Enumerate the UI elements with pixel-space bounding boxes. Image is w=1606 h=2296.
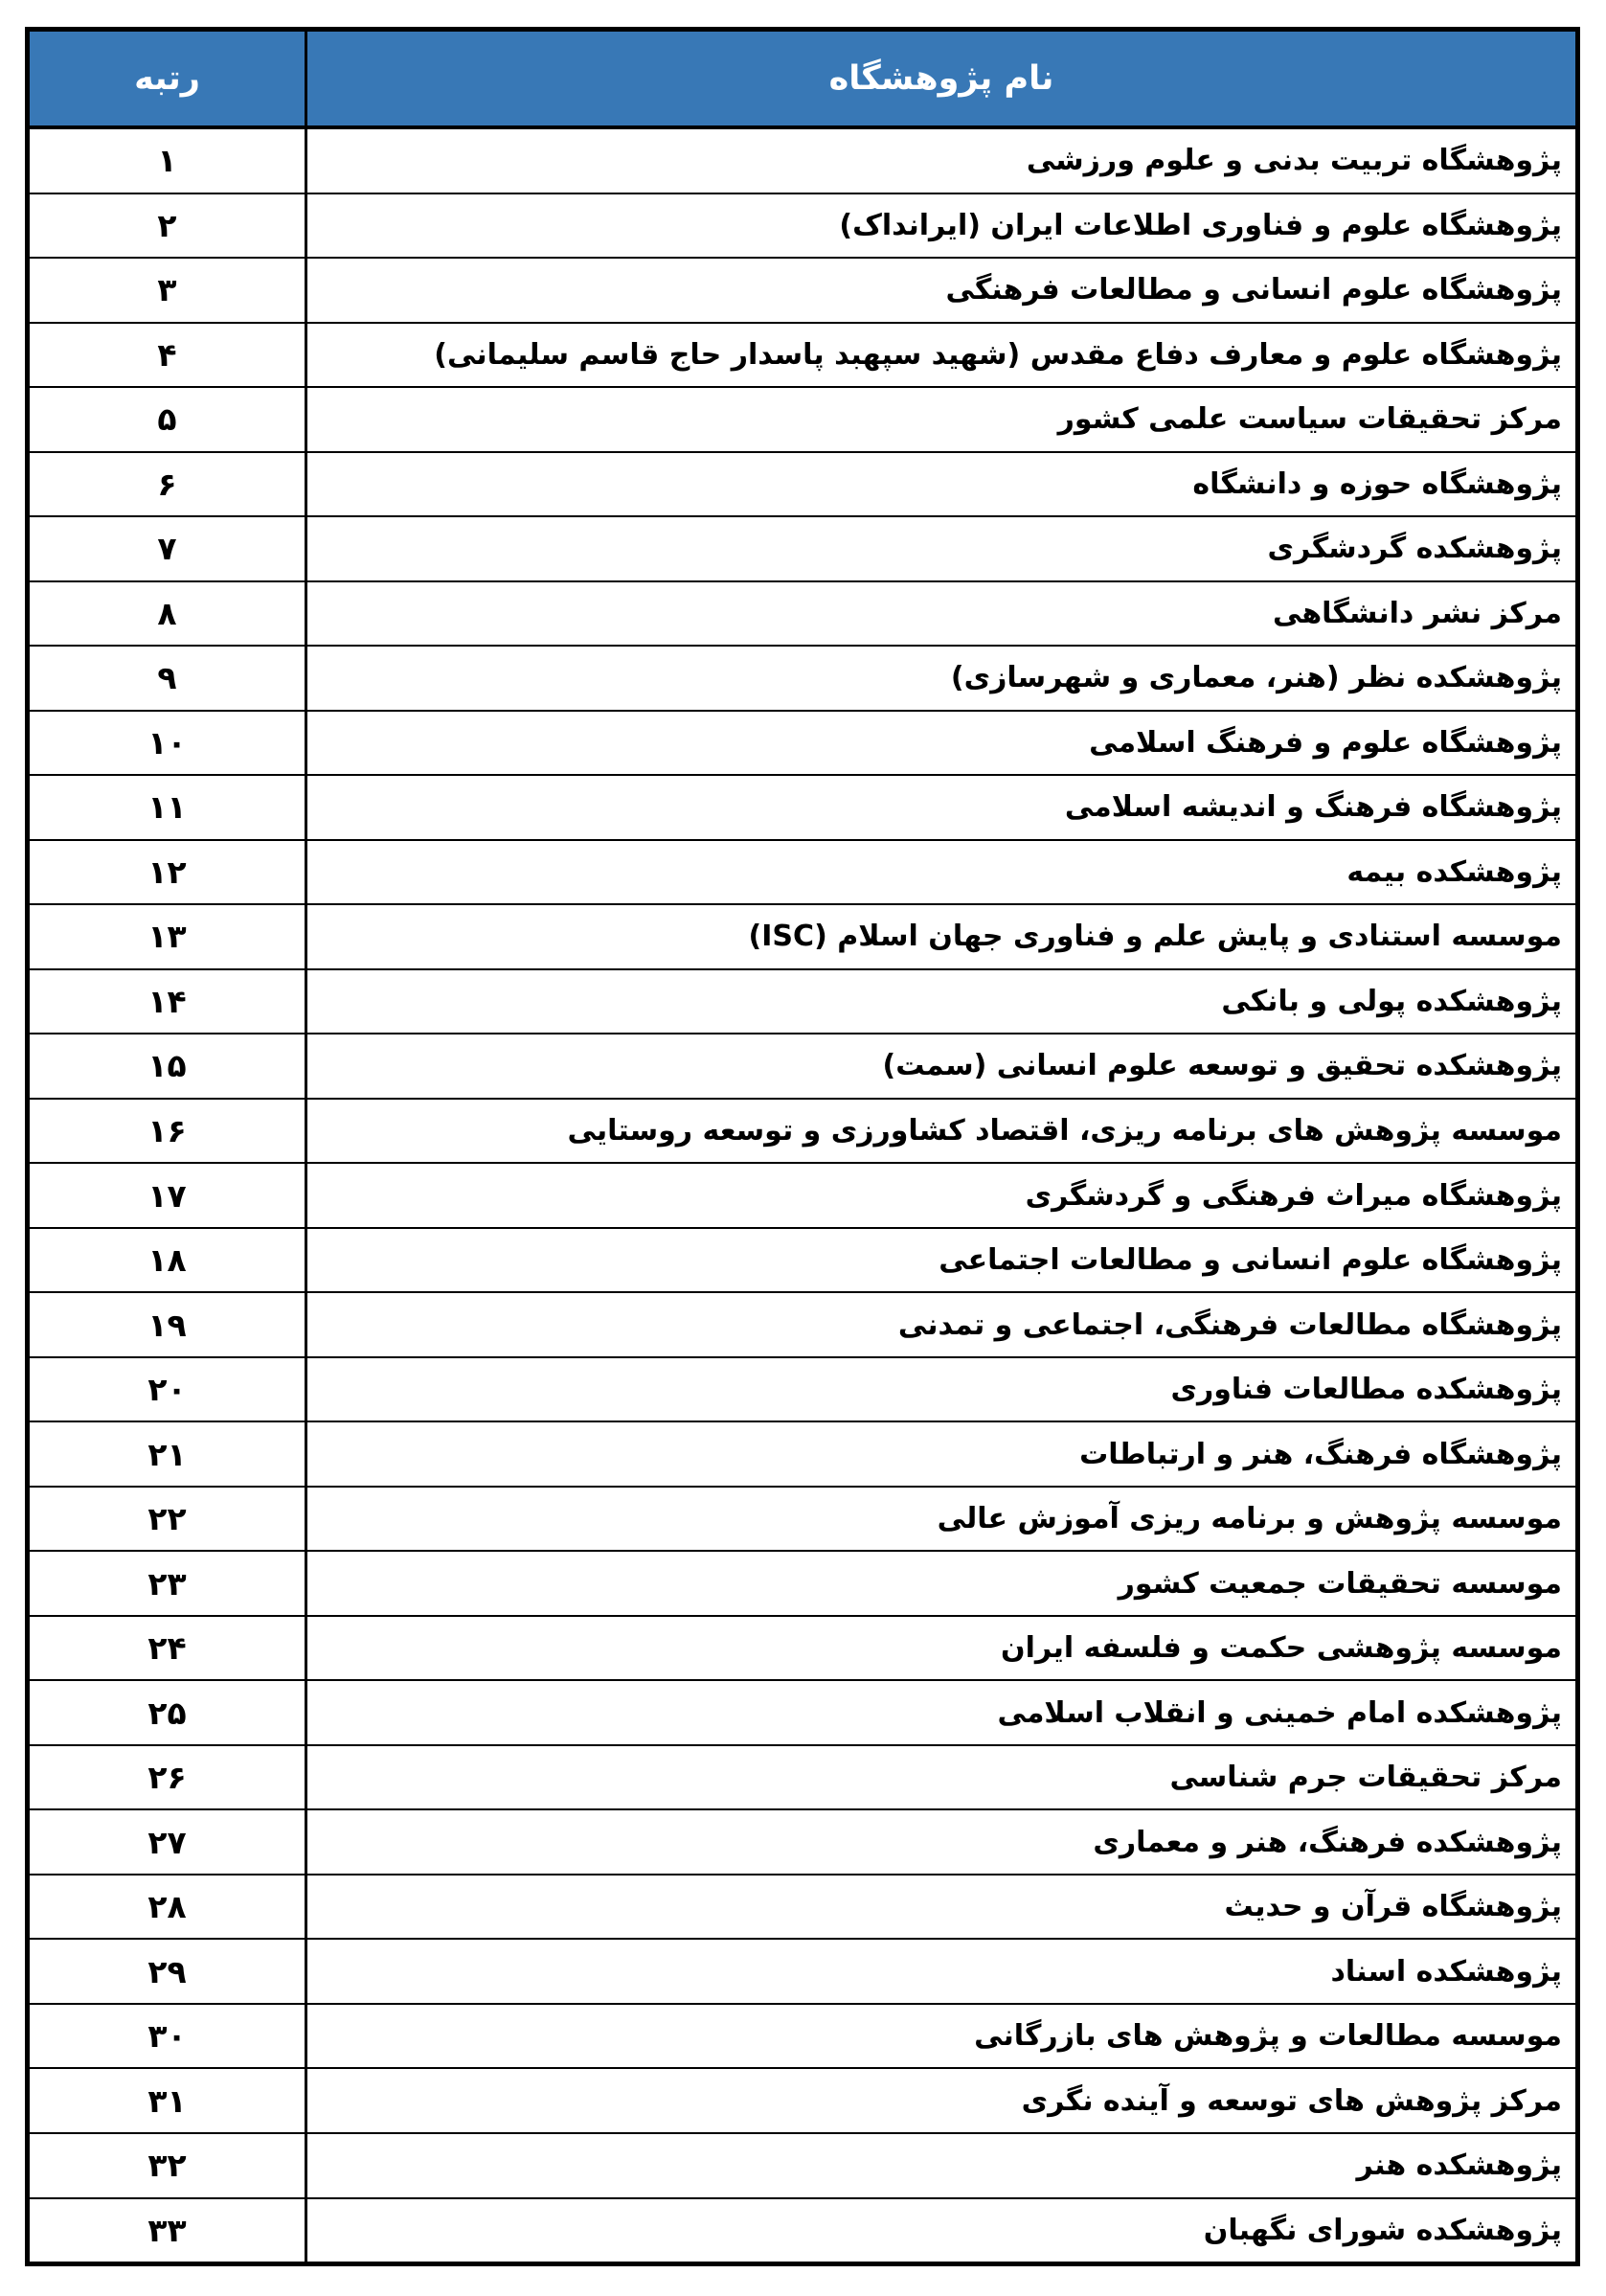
table-row bbox=[30, 1679, 1575, 1744]
rank-cell: ۱۰ bbox=[147, 723, 187, 762]
table-row bbox=[30, 515, 1575, 580]
table-row bbox=[30, 580, 1575, 646]
rank-cell: ۳۱ bbox=[147, 2081, 187, 2120]
rank-cell: ۹ bbox=[157, 659, 177, 697]
table-row bbox=[30, 129, 1575, 193]
institute-name-cell: پژوهشگاه علوم انسانی و مطالعات اجتماعی bbox=[305, 1229, 1575, 1292]
rank-cell: ۱۸ bbox=[147, 1241, 187, 1280]
institute-name-cell: پژوهشکده اسناد bbox=[305, 1940, 1575, 2003]
rank-cell: ۱۶ bbox=[147, 1111, 187, 1149]
institute-name-cell: پژوهشکده امام خمینی و انقلاب اسلامی bbox=[305, 1681, 1575, 1744]
table-row bbox=[30, 1033, 1575, 1098]
institute-ranking-table bbox=[25, 27, 1580, 2266]
rank-cell: ۸ bbox=[157, 594, 177, 632]
institute-name-cell: موسسه پژوهش های برنامه ریزی، اقتصاد کشاورزی و توسعه روستایی bbox=[305, 1100, 1575, 1163]
rank-cell: ۲۱ bbox=[147, 1435, 187, 1473]
institute-name-cell: پژوهشگاه فرهنگ، هنر و ارتباطات bbox=[305, 1422, 1575, 1486]
institute-name-cell: مرکز تحقیقات سیاست علمی کشور bbox=[305, 388, 1575, 451]
table-row bbox=[30, 1808, 1575, 1874]
table-body bbox=[30, 129, 1575, 2262]
table-row bbox=[30, 2003, 1575, 2068]
institute-name-cell: موسسه استنادی و پایش علم و فناوری جهان اسلام (ISC) bbox=[305, 905, 1575, 968]
rank-cell: ۳ bbox=[157, 271, 177, 309]
table-row bbox=[30, 2132, 1575, 2197]
table-row bbox=[30, 710, 1575, 775]
table-row bbox=[30, 1098, 1575, 1163]
rank-cell: ۱۹ bbox=[147, 1306, 187, 1344]
rank-cell: ۴ bbox=[157, 335, 177, 374]
rank-cell: ۱۵ bbox=[147, 1047, 187, 1085]
rank-cell: ۲۸ bbox=[147, 1888, 187, 1926]
table-row bbox=[30, 386, 1575, 451]
rank-cell: ۳۳ bbox=[147, 2211, 187, 2249]
rank-cell: ۱۲ bbox=[147, 852, 187, 891]
rank-cell: ۱۳ bbox=[147, 918, 187, 956]
institute-name-cell: پژوهشکده پولی و بانکی bbox=[305, 970, 1575, 1034]
rank-cell: ۲۵ bbox=[147, 1694, 187, 1732]
table-row bbox=[30, 968, 1575, 1034]
table-row bbox=[30, 1938, 1575, 2003]
table-row bbox=[30, 1744, 1575, 1809]
institute-name-cell: موسسه تحقیقات جمعیت کشور bbox=[305, 1552, 1575, 1615]
rank-cell: ۱ bbox=[157, 142, 177, 180]
rank-cell: ۳۲ bbox=[147, 2147, 187, 2185]
table-row bbox=[30, 1227, 1575, 1292]
table-row bbox=[30, 1550, 1575, 1615]
institute-name-cell: پژوهشگاه مطالعات فرهنگی، اجتماعی و تمدنی bbox=[305, 1293, 1575, 1356]
table-row bbox=[30, 193, 1575, 258]
table-row bbox=[30, 2197, 1575, 2262]
institute-name-cell: پژوهشکده شورای نگهبان bbox=[305, 2199, 1575, 2262]
institute-name-cell: پژوهشکده تحقیق و توسعه علوم انسانی (سمت) bbox=[305, 1034, 1575, 1098]
institute-name-cell: پژوهشگاه علوم و فناوری اطلاعات ایران (ایرانداک) bbox=[305, 194, 1575, 258]
table-row bbox=[30, 322, 1575, 387]
rank-cell: ۲۴ bbox=[147, 1629, 187, 1668]
table-row bbox=[30, 1615, 1575, 1680]
table-row bbox=[30, 257, 1575, 322]
table-row bbox=[30, 1421, 1575, 1486]
rank-cell: ۲۲ bbox=[147, 1500, 187, 1538]
institute-name-cell: پژوهشکده مطالعات فناوری bbox=[305, 1358, 1575, 1421]
table-row bbox=[30, 1874, 1575, 1939]
institute-name-cell: موسسه پژوهش و برنامه ریزی آموزش عالی bbox=[305, 1488, 1575, 1551]
institute-name-cell: پژوهشگاه علوم انسانی و مطالعات فرهنگی bbox=[305, 259, 1575, 322]
institute-name-cell: پژوهشکده گردشگری bbox=[305, 517, 1575, 580]
rank-cell: ۷ bbox=[157, 530, 177, 568]
table-row bbox=[30, 645, 1575, 710]
rank-cell: ۱۴ bbox=[147, 982, 187, 1020]
institute-name-cell: مرکز پژوهش های توسعه و آینده نگری bbox=[305, 2069, 1575, 2132]
rank-cell: ۲ bbox=[157, 206, 177, 244]
rank-cell: ۲۰ bbox=[147, 1371, 187, 1409]
rank-cell: ۳۰ bbox=[147, 2017, 187, 2056]
institute-name-cell: پژوهشکده فرهنگ، هنر و معماری bbox=[305, 1810, 1575, 1874]
institute-name-cell: موسسه مطالعات و پژوهش های بازرگانی bbox=[305, 2005, 1575, 2068]
institute-name-cell: پژوهشکده نظر (هنر، معماری و شهرسازی) bbox=[305, 647, 1575, 710]
institute-name-cell: پژوهشگاه فرهنگ و اندیشه اسلامی bbox=[305, 776, 1575, 839]
institute-name-cell: پژوهشگاه علوم و معارف دفاع مقدس (شهید سپهبد پاسدار حاج قاسم سلیمانی) bbox=[305, 324, 1575, 387]
institute-name-cell: مرکز تحقیقات جرم شناسی bbox=[305, 1746, 1575, 1809]
institute-name-cell: پژوهشگاه قرآن و حدیث bbox=[305, 1875, 1575, 1939]
institute-name-cell: موسسه پژوهشی حکمت و فلسفه ایران bbox=[305, 1617, 1575, 1680]
rank-cell: ۱۱ bbox=[147, 788, 187, 827]
table-row bbox=[30, 903, 1575, 968]
table-header-row bbox=[30, 32, 1575, 129]
rank-cell: ۲۳ bbox=[147, 1564, 187, 1603]
table-row bbox=[30, 839, 1575, 904]
rank-cell: ۲۹ bbox=[147, 1952, 187, 1990]
table-row bbox=[30, 2067, 1575, 2132]
institute-name-cell: پژوهشگاه علوم و فرهنگ اسلامی bbox=[305, 712, 1575, 775]
rank-column-header: رتبه bbox=[134, 59, 200, 98]
institute-name-cell: پژوهشکده هنر bbox=[305, 2134, 1575, 2197]
rank-cell: ۲۷ bbox=[147, 1823, 187, 1861]
institute-name-cell: پژوهشگاه حوزه و دانشگاه bbox=[305, 453, 1575, 516]
institute-name-cell: پژوهشکده بیمه bbox=[305, 841, 1575, 904]
institute-name-cell: مرکز نشر دانشگاهی bbox=[305, 582, 1575, 646]
table-row bbox=[30, 774, 1575, 839]
institute-name-cell: پژوهشگاه میراث فرهنگی و گردشگری bbox=[305, 1164, 1575, 1227]
table-row bbox=[30, 1486, 1575, 1551]
rank-cell: ۵ bbox=[157, 400, 177, 439]
table-row bbox=[30, 1291, 1575, 1356]
table-row bbox=[30, 1162, 1575, 1227]
institute-name-column-header: نام پژوهشگاه bbox=[305, 32, 1575, 125]
institute-name-cell: پژوهشگاه تربیت بدنی و علوم ورزشی bbox=[305, 129, 1575, 193]
rank-cell: ۲۶ bbox=[147, 1759, 187, 1797]
rank-cell: ۱۷ bbox=[147, 1176, 187, 1215]
table-row bbox=[30, 1356, 1575, 1421]
rank-cell: ۶ bbox=[157, 465, 177, 503]
table-row bbox=[30, 451, 1575, 516]
